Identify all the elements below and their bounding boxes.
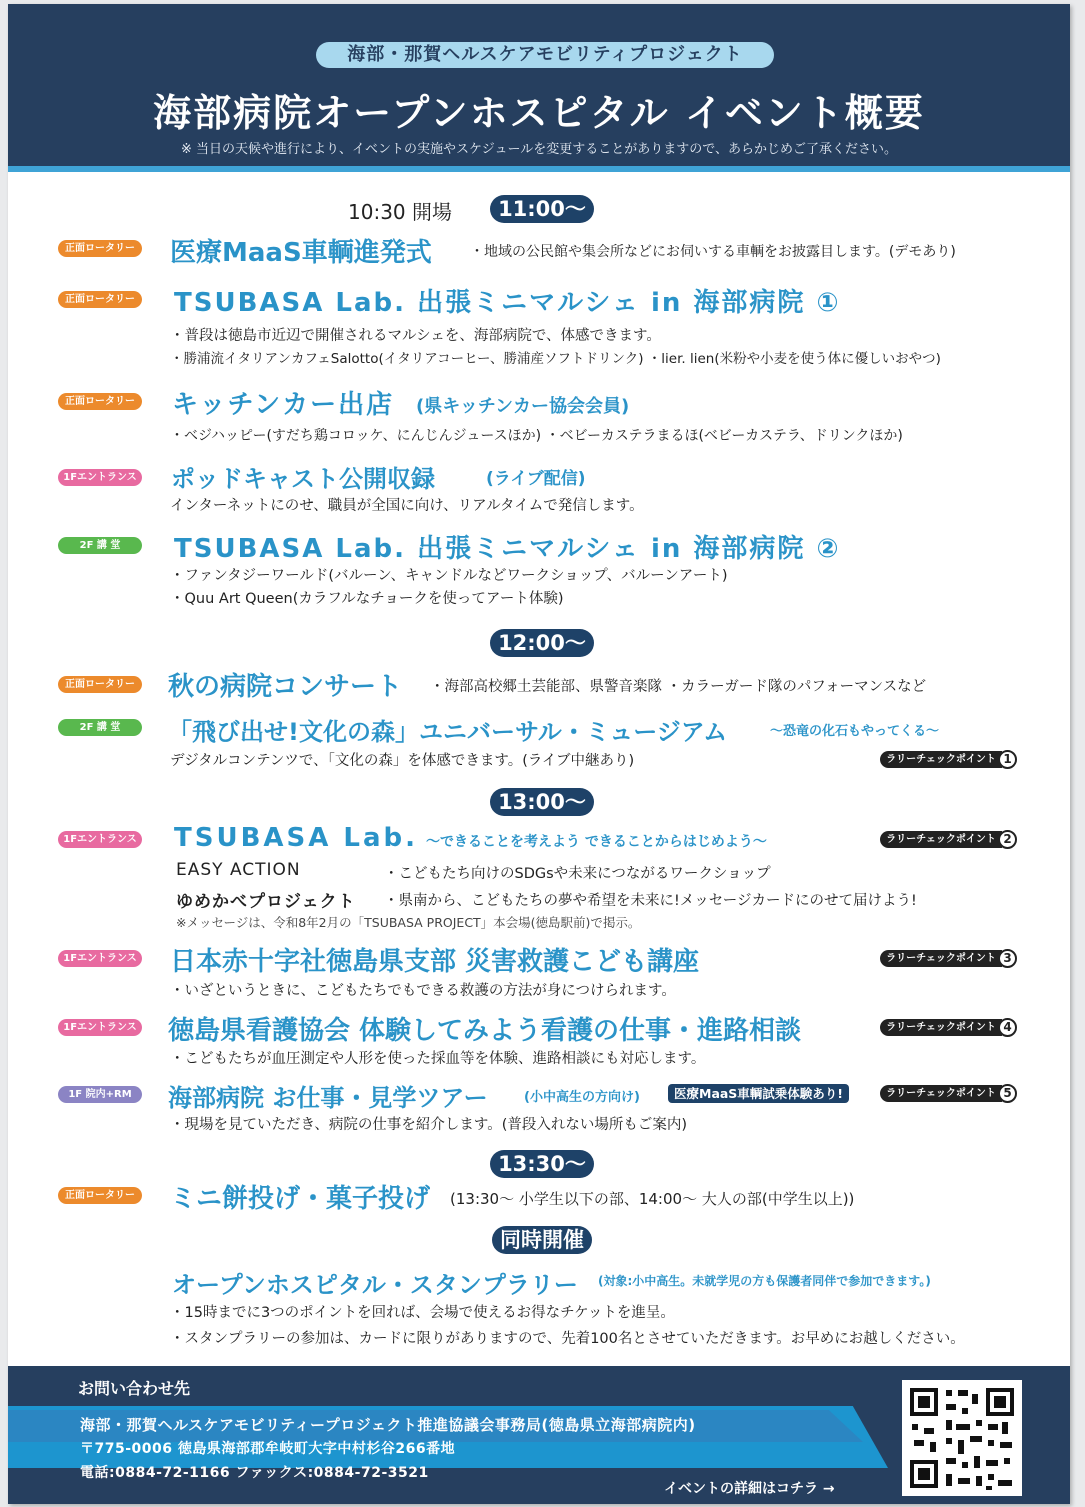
rally-checkpoint-4 bbox=[880, 1018, 1022, 1037]
event-title: ミニ餅投げ・菓子投げ bbox=[170, 1184, 431, 1214]
event-title: 日本赤十字社徳島県支部 災害救護こども講座 bbox=[170, 947, 700, 977]
event-desc: ・海部高校郷土芸能部、県警音楽隊 ・カラーガード隊のパフォーマンスなど bbox=[430, 679, 927, 695]
header bbox=[8, 4, 1070, 166]
tag-entrance: 1Fエントランス bbox=[58, 831, 142, 848]
event-subtitle: (小中高生の方向け) bbox=[524, 1090, 640, 1105]
event-line: ・勝浦流イタリアンカフェSalotto(イタリアコーヒー、勝浦産ソフトドリンク) ・lier. lien(米粉や小麦を使う体に優しいおやつ) bbox=[170, 351, 941, 367]
rally-number: 1 bbox=[998, 750, 1017, 769]
workshop-text: ・こどもたち向けのSDGsや未来につながるワークショップ bbox=[384, 866, 771, 882]
tag-hall: 2F 講 堂 bbox=[58, 537, 142, 554]
rally-label: ラリーチェックポイント bbox=[880, 1085, 1002, 1102]
rally-label: ラリーチェックポイント bbox=[880, 1019, 1002, 1036]
event-subtitle: 〜できることを考えよう できることからはじめよう〜 bbox=[426, 834, 767, 850]
concurrent-pill: 同時開催 bbox=[492, 1226, 592, 1254]
event-desc: ・地域の公民館や集会所などにお伺いする車輌をお披露目します。(デモあり) bbox=[470, 244, 956, 260]
tag-entrance: 1Fエントランス bbox=[58, 950, 142, 967]
event-title: 徳島県看護協会 体験してみよう看護の仕事・進路相談 bbox=[168, 1016, 802, 1046]
rally-number: 4 bbox=[998, 1018, 1017, 1037]
tag-entrance: 1Fエントランス bbox=[58, 469, 142, 486]
rally-label: ラリーチェックポイント bbox=[880, 831, 1002, 848]
event-line: ・ファンタジーワールド(バルーン、キャンドルなどワークショップ、バルーンアート) bbox=[170, 568, 728, 584]
event-subtitle: (対象:小中高生。未就学児の方も保護者同伴で参加できます。) bbox=[598, 1274, 931, 1288]
header-divider bbox=[8, 166, 1070, 172]
event-line: ・いざというときに、こどもたちでもできる救護の方法が身につけられます。 bbox=[170, 983, 676, 999]
event-title: 「飛び出せ!文化の森」ユニバーサル・ミュージアム bbox=[168, 718, 728, 746]
event-title: オープンホスピタル・スタンプラリー bbox=[172, 1271, 578, 1299]
event-title: 医療MaaS車輌進発式 bbox=[170, 238, 432, 268]
rally-label: ラリーチェックポイント bbox=[880, 950, 1002, 967]
event-line: ・こどもたちが血圧測定や人形を使った採血等を体験、進路相談にも対応します。 bbox=[170, 1051, 706, 1067]
qr-caption[interactable]: イベントの詳細はコチラ → bbox=[664, 1481, 835, 1497]
contact-org: 海部・那賀ヘルスケアモビリティープロジェクト推進協議会事務局(徳島県立海部病院内) bbox=[80, 1416, 696, 1434]
tag-ward: 1F 院内+RM bbox=[58, 1086, 142, 1103]
event-title: 秋の病院コンサート bbox=[168, 672, 403, 702]
event-line: ・スタンプラリーの参加は、カードに限りがありますので、先着100名とさせていただきます。お早めにお越しください。 bbox=[170, 1331, 965, 1347]
contact-label: お問い合わせ先 bbox=[78, 1379, 191, 1398]
contact-phone: 電話:0884-72-1166 ファックス:0884-72-3521 bbox=[80, 1465, 429, 1481]
event-line: ・現場を見ていただき、病院の仕事を紹介します。(普段入れない場所もご案内) bbox=[170, 1117, 688, 1133]
event-title: TSUBASA Lab. 出張ミニマルシェ in 海部病院 ① bbox=[174, 288, 841, 318]
event-title: 海部病院 お仕事・見学ツアー bbox=[168, 1084, 488, 1112]
event-title: ポッドキャスト公開収録 bbox=[171, 465, 435, 493]
time-1330: 13:30〜 bbox=[490, 1150, 594, 1178]
rally-checkpoint-3 bbox=[880, 949, 1022, 968]
event-line: ・ベジハッピー(すだち鶏コロッケ、にんじんジュースほか) ・ベビーカステラまるほ(ベビーカステラ、ドリンクほか) bbox=[170, 428, 903, 444]
page-title: 海部病院オープンホスピタル イベント概要 bbox=[153, 91, 925, 135]
rally-checkpoint-5 bbox=[880, 1084, 1022, 1103]
tag-front: 正面ロータリー bbox=[58, 1187, 142, 1204]
time-1300: 13:00〜 bbox=[490, 788, 594, 816]
rally-checkpoint-2 bbox=[880, 830, 1022, 849]
rally-checkpoint-1 bbox=[880, 750, 1022, 769]
rally-number: 3 bbox=[998, 949, 1017, 968]
notice: ※ 当日の天候や進行により、イベントの実施やスケジュールを変更することがありますので、あらかじめご了承ください。 bbox=[181, 142, 897, 157]
qr-code-icon bbox=[902, 1380, 1022, 1496]
rally-number: 5 bbox=[998, 1084, 1017, 1103]
time-1200: 12:00〜 bbox=[490, 629, 594, 657]
maas-badge: 医療MaaS車輌試乗体験あり! bbox=[668, 1084, 849, 1103]
event-desc: (13:30〜 小学生以下の部、14:00〜 大人の部(中学生以上)) bbox=[450, 1190, 855, 1208]
note: ※メッセージは、令和8年2月の「TSUBASA PROJECT」本会場(徳島駅前)で掲示。 bbox=[176, 915, 641, 930]
tag-entrance: 1Fエントランス bbox=[58, 1019, 142, 1036]
rally-number: 2 bbox=[998, 830, 1017, 849]
event-line: インターネットにのせ、職員が全国に向け、リアルタイムで発信します。 bbox=[170, 498, 644, 514]
event-subtitle: (ライブ配信) bbox=[486, 469, 586, 489]
rally-label: ラリーチェックポイント bbox=[880, 751, 1002, 768]
workshop-name: EASY ACTION bbox=[176, 860, 301, 880]
event-subtitle: 〜恐竜の化石もやってくる〜 bbox=[770, 724, 940, 739]
event-line: ・普段は徳島市近辺で開催されるマルシェを、海部病院で、体感できます。 bbox=[170, 328, 661, 344]
event-line: ・Quu Art Queen(カラフルなチョークを使ってアート体験) bbox=[170, 591, 564, 607]
event-title: TSUBASA Lab. 出張ミニマルシェ in 海部病院 ② bbox=[174, 534, 841, 564]
time-1100: 11:00〜 bbox=[490, 195, 594, 223]
event-title: TSUBASA Lab. bbox=[174, 823, 419, 853]
tag-front: 正面ロータリー bbox=[58, 676, 142, 693]
tag-hall: 2F 講 堂 bbox=[58, 719, 142, 736]
tag-front: 正面ロータリー bbox=[58, 240, 142, 257]
tag-front: 正面ロータリー bbox=[58, 291, 142, 308]
open-time: 10:30 開場 bbox=[348, 200, 452, 224]
flyer bbox=[8, 4, 1070, 1504]
tag-front: 正面ロータリー bbox=[58, 393, 142, 410]
event-title: キッチンカー出店 bbox=[172, 390, 395, 420]
contact-address: 〒775-0006 徳島県海部郡牟岐町大字中村杉谷266番地 bbox=[80, 1441, 456, 1457]
workshop-name: ゆめかべプロジェクト bbox=[176, 892, 356, 912]
project-pill: 海部・那賀ヘルスケアモビリティプロジェクト bbox=[316, 42, 774, 68]
event-subtitle: (県キッチンカー協会会員) bbox=[416, 396, 630, 417]
workshop-text: ・県南から、こどもたちの夢や希望を未来に!メッセージカードにのせて届けよう! bbox=[384, 893, 917, 909]
qr-code[interactable] bbox=[902, 1380, 1022, 1496]
event-line: デジタルコンテンツで、「文化の森」を体感できます。(ライブ中継あり) bbox=[170, 753, 635, 769]
event-line: ・15時までに3つのポイントを回れば、会場で使えるお得なチケットを進呈。 bbox=[170, 1305, 675, 1321]
